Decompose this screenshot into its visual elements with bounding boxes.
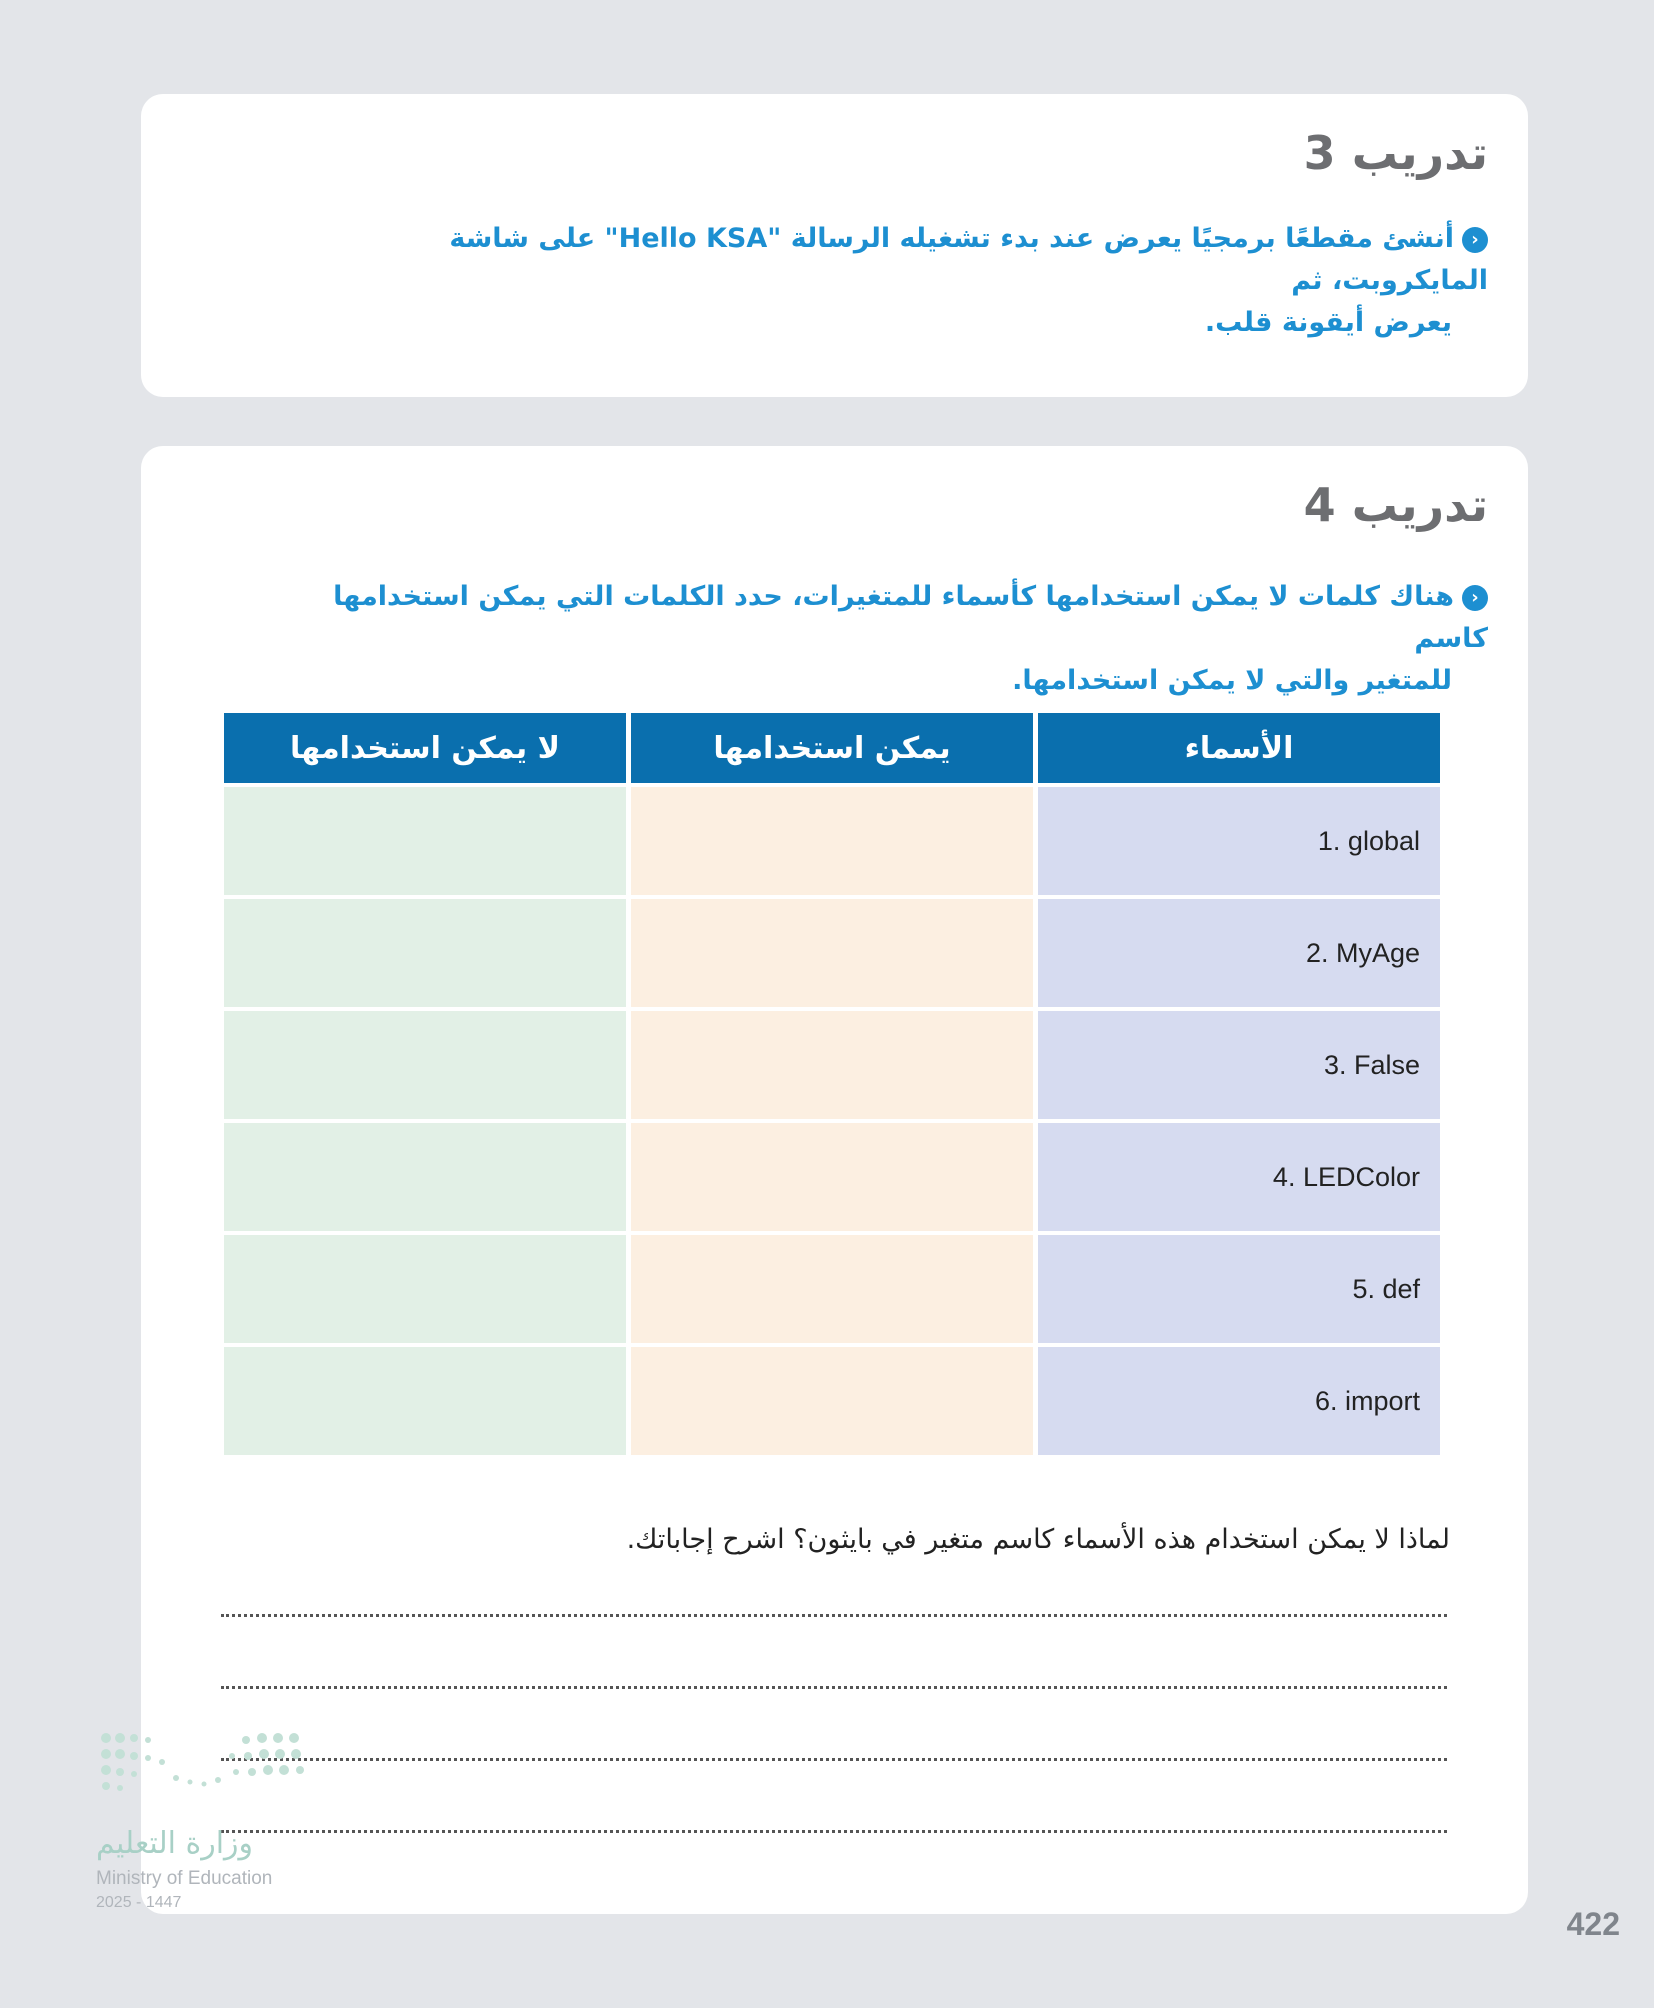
cannot-use-cell[interactable] xyxy=(224,1011,626,1119)
exercise-4-line-1: هناك كلمات لا يمكن استخدامها كأسماء للمتغيرات، حدد الكلمات التي يمكن استخدامها كاسم xyxy=(333,581,1488,654)
answer-line-4[interactable] xyxy=(221,1830,1447,1833)
exercise-4-card xyxy=(141,446,1528,1914)
cannot-use-cell[interactable] xyxy=(224,1347,626,1455)
can-use-cell[interactable] xyxy=(631,787,1033,895)
dots-logo-icon xyxy=(96,1726,316,1826)
answer-line-1[interactable] xyxy=(221,1614,1447,1617)
exercise-3-title: تدريب 3 xyxy=(1303,126,1488,180)
cannot-use-cell[interactable] xyxy=(224,1123,626,1231)
logo-english-text: Ministry of Education xyxy=(96,1868,273,1889)
name-cell: 5. def xyxy=(1038,1235,1440,1343)
answer-line-2[interactable] xyxy=(221,1686,1447,1689)
logo-year-text: 2025 - 1447 xyxy=(96,1894,182,1911)
explanation-question: لماذا لا يمكن استخدام هذه الأسماء كاسم متغير في بايثون؟ اشرح إجاباتك. xyxy=(626,1524,1450,1555)
table-header-row xyxy=(224,713,1440,783)
can-use-cell[interactable] xyxy=(631,1235,1033,1343)
ministry-logo xyxy=(96,1726,326,1916)
exercise-3-instruction xyxy=(288,218,1488,344)
header-names: الأسماء xyxy=(1038,713,1440,783)
can-use-cell[interactable] xyxy=(631,1123,1033,1231)
table-row xyxy=(224,1235,1440,1343)
exercise-3-card xyxy=(141,94,1528,397)
cannot-use-cell[interactable] xyxy=(224,1235,626,1343)
table-row xyxy=(224,1123,1440,1231)
variable-names-table xyxy=(219,709,1445,1459)
table-row xyxy=(224,787,1440,895)
header-can-use: يمكن استخدامها xyxy=(631,713,1033,783)
chevron-left-icon: ‹ xyxy=(1462,585,1488,611)
name-cell: 2. MyAge xyxy=(1038,899,1440,1007)
logo-arabic-text: وزارة التعليم xyxy=(96,1826,254,1861)
name-cell: 3. False xyxy=(1038,1011,1440,1119)
exercise-3-line-2: يعرض أيقونة قلب. xyxy=(1204,307,1452,338)
table-row xyxy=(224,1347,1440,1455)
name-cell: 6. import xyxy=(1038,1347,1440,1455)
exercise-4-line-2: للمتغير والتي لا يمكن استخدامها. xyxy=(1012,665,1452,696)
name-cell: 4. LEDColor xyxy=(1038,1123,1440,1231)
exercise-4-instruction xyxy=(288,576,1488,702)
table-row xyxy=(224,1011,1440,1119)
can-use-cell[interactable] xyxy=(631,1011,1033,1119)
exercise-3-line-1: أنشئ مقطعًا برمجيًا يعرض عند بدء تشغيله الرسالة "Hello KSA" على شاشة المايكروبت، ثم xyxy=(449,223,1488,296)
can-use-cell[interactable] xyxy=(631,899,1033,1007)
cannot-use-cell[interactable] xyxy=(224,899,626,1007)
answer-line-3[interactable] xyxy=(221,1758,1447,1761)
cannot-use-cell[interactable] xyxy=(224,787,626,895)
chevron-left-icon: ‹ xyxy=(1462,227,1488,253)
name-cell: 1. global xyxy=(1038,787,1440,895)
header-cannot-use: لا يمكن استخدامها xyxy=(224,713,626,783)
table-row xyxy=(224,899,1440,1007)
page-number: 422 xyxy=(1566,1906,1620,1942)
can-use-cell[interactable] xyxy=(631,1347,1033,1455)
exercise-4-title: تدريب 4 xyxy=(1303,478,1488,532)
